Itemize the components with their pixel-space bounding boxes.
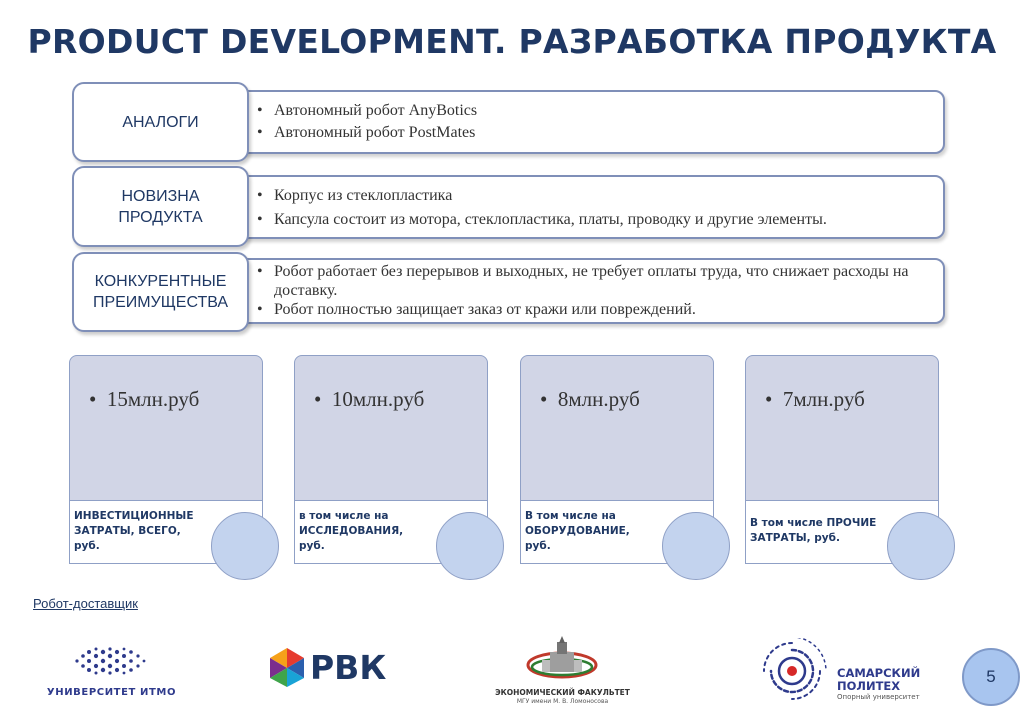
novelty-label: НОВИЗНА ПРОДУКТА (72, 166, 249, 247)
decorative-circle (211, 512, 279, 580)
itmo-dots-icon (44, 644, 179, 678)
card-caption: В том числе ПРОЧИЕ ЗАТРАТЫ, руб. (750, 517, 877, 544)
investment-card-equipment (520, 355, 714, 564)
card-amount: • 7млн.руб (765, 387, 865, 411)
samara-line2: ПОЛИТЕХ (837, 679, 901, 693)
robot-courier-link[interactable]: Робот-доставщик (33, 596, 138, 611)
card-amount: • 10млн.руб (314, 387, 425, 411)
novelty-list (252, 186, 942, 230)
msu-building-icon (490, 636, 635, 682)
page-title: PRODUCT DEVELOPMENT. РАЗРАБОТКА ПРОДУКТА (27, 22, 997, 61)
msu-econ-line2: МГУ имени М. В. Ломоносова (516, 698, 609, 705)
card-caption: В том числе на ОБОРУДОВАНИЕ, руб. (525, 510, 630, 552)
rvk-star-icon (268, 646, 306, 688)
advantages-label: КОНКУРЕНТНЫЕ ПРЕИМУЩЕСТВА (72, 252, 249, 332)
advantages-list (252, 262, 942, 319)
list-item: • Робот работает без перерывов и выходных, не требует оплаты труда, что снижает расходы на доставку. (252, 262, 932, 300)
investment-card-total (69, 355, 263, 564)
samara-circles-icon (752, 638, 832, 704)
card-caption: ИНВЕСТИЦИОННЫЕ ЗАТРАТЫ, ВСЕГО, руб. (74, 510, 194, 552)
card-amount: • 8млн.руб (540, 387, 640, 411)
decorative-circle (662, 512, 730, 580)
page-number-badge: 5 (962, 648, 1020, 706)
card-amount: • 15млн.руб (89, 387, 200, 411)
list-item: • Робот полностью защищает заказ от кражи или повреждений. (252, 300, 942, 319)
itmo-name: УНИВЕРСИТЕТ ИТМО (46, 687, 177, 698)
investment-card-research (294, 355, 488, 564)
rvk-logo (268, 646, 393, 694)
list-item: • Корпус из стеклопластика (252, 186, 942, 206)
samara-line3: Опорный университет (837, 693, 920, 701)
investment-card-other (745, 355, 939, 564)
analogs-label: АНАЛОГИ (72, 82, 249, 162)
decorative-circle (436, 512, 504, 580)
itmo-logo (44, 644, 179, 700)
list-item: • Автономный робот PostMates (252, 123, 942, 143)
card-caption: в том числе на ИССЛЕДОВАНИЯ, руб. (299, 510, 404, 552)
msu-economics-logo (490, 636, 635, 706)
list-item: • Капсула состоит из мотора, стеклопластика, платы, проводку и другие элементы. (252, 210, 942, 230)
decorative-circle (887, 512, 955, 580)
samara-line1: САМАРСКИЙ (837, 666, 921, 680)
analogs-list (252, 101, 942, 143)
samara-polytech-logo (752, 638, 942, 704)
rvk-name: РВК (310, 648, 387, 687)
list-item: • Автономный робот AnyBotics (252, 101, 942, 121)
msu-econ-line1: ЭКОНОМИЧЕСКИЙ ФАКУЛЬТЕТ (495, 688, 630, 697)
